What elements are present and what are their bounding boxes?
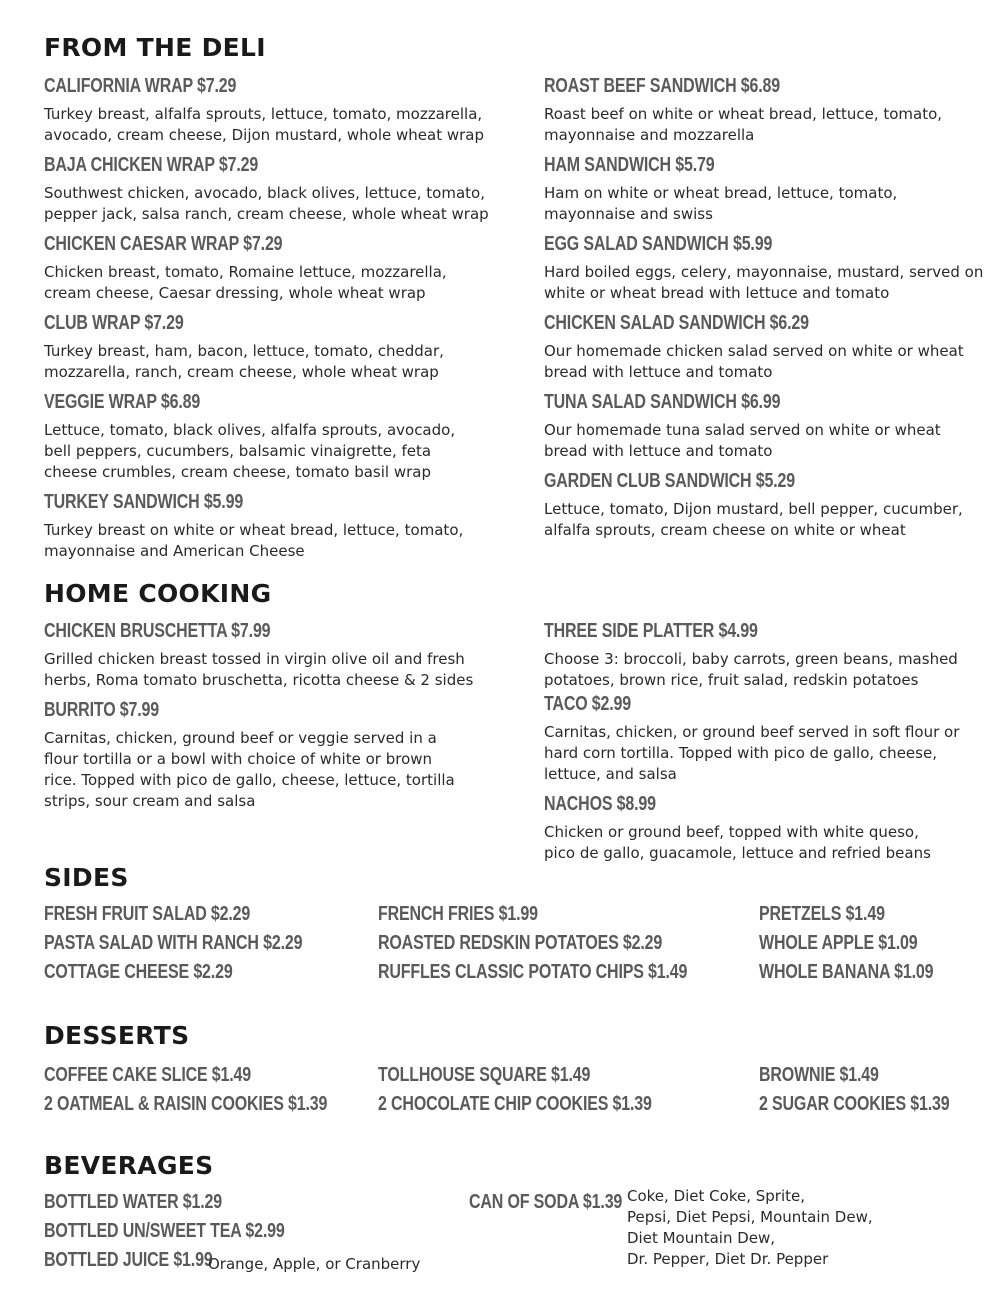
menu-item	[544, 470, 994, 541]
item-name: BURRITO $7.99	[44, 699, 159, 721]
dessert-item: 2 SUGAR COOKIES $1.39	[759, 1093, 950, 1115]
desserts-col-2	[378, 1064, 720, 1122]
item-desc: Chicken breast, tomato, Romaine lettuce, mozzarella,	[44, 263, 447, 281]
item-desc: Carnitas, chicken, ground beef or veggie served in a	[44, 729, 437, 747]
item-desc: lettuce, and salsa	[544, 765, 677, 783]
menu-item	[544, 620, 994, 691]
item-desc: pico de gallo, guacamole, lettuce and refried beans	[544, 844, 931, 862]
deli-left-column	[44, 75, 504, 562]
soda-option-line: Dr. Pepper, Diet Dr. Pepper	[627, 1250, 829, 1268]
item-desc: Southwest chicken, avocado, black olives, lettuce, tomato,	[44, 184, 485, 202]
item-name: VEGGIE WRAP $6.89	[44, 391, 201, 413]
dessert-item: TOLLHOUSE SQUARE $1.49	[378, 1064, 591, 1086]
item-desc: mayonnaise and mozzarella	[544, 126, 755, 144]
item-desc: bread with lettuce and tomato	[544, 442, 773, 460]
dessert-item: BROWNIE $1.49	[759, 1064, 879, 1086]
section-title-deli: FROM THE DELI	[44, 33, 266, 62]
side-item: PASTA SALAD WITH RANCH $2.29	[44, 932, 303, 954]
desserts-col-3	[759, 1064, 997, 1122]
item-desc: Choose 3: broccoli, baby carrots, green beans, mashed	[544, 650, 958, 668]
item-name: CALIFORNIA WRAP $7.29	[44, 75, 237, 97]
item-name: TURKEY SANDWICH $5.99	[44, 491, 244, 513]
item-desc: Our homemade tuna salad served on white or wheat	[544, 421, 941, 439]
item-desc: hard corn tortilla. Topped with pico de gallo, cheese,	[544, 744, 937, 762]
item-name: HAM SANDWICH $5.79	[544, 154, 715, 176]
item-desc: flour tortilla or a bowl with choice of white or brown	[44, 750, 433, 768]
sides-col-2	[378, 903, 765, 990]
item-name: ROAST BEEF SANDWICH $6.89	[544, 75, 781, 97]
side-item: COTTAGE CHEESE $2.29	[44, 961, 233, 983]
beverages-col-1	[44, 1191, 345, 1249]
item-desc: herbs, Roma tomato bruschetta, ricotta cheese & 2 sides	[44, 671, 474, 689]
side-item: RUFFLES CLASSIC POTATO CHIPS $1.49	[378, 961, 688, 983]
item-desc: cream cheese, Caesar dressing, whole wheat wrap	[44, 284, 426, 302]
dessert-item: 2 OATMEAL & RAISIN COOKIES $1.39	[44, 1093, 328, 1115]
item-name: GARDEN CLUB SANDWICH $5.29	[544, 470, 795, 492]
side-item: WHOLE APPLE $1.09	[759, 932, 918, 954]
side-item: FRESH FRUIT SALAD $2.29	[44, 903, 251, 925]
item-desc: Roast beef on white or wheat bread, lettuce, tomato,	[544, 105, 943, 123]
soda-options	[627, 1186, 873, 1270]
menu-item	[44, 75, 504, 146]
side-item: WHOLE BANANA $1.09	[759, 961, 934, 983]
home-right-column	[544, 620, 994, 864]
item-name: TACO $2.99	[544, 693, 632, 715]
soda-option-line: Coke, Diet Coke, Sprite,	[627, 1187, 805, 1205]
sides-col-1	[44, 903, 367, 990]
item-name: TUNA SALAD SANDWICH $6.99	[544, 391, 781, 413]
item-desc: Lettuce, tomato, black olives, alfalfa sprouts, avocado,	[44, 421, 456, 439]
item-desc: bread with lettuce and tomato	[544, 363, 773, 381]
menu-item	[544, 391, 994, 462]
menu-item	[44, 391, 504, 483]
menu-item	[544, 233, 994, 304]
menu-item	[544, 154, 994, 225]
menu-item	[544, 75, 994, 146]
home-left-column	[44, 620, 504, 812]
side-item: ROASTED REDSKIN POTATOES $2.29	[378, 932, 663, 954]
item-name: CHICKEN CAESAR WRAP $7.29	[44, 233, 283, 255]
sides-col-3	[759, 903, 977, 990]
dessert-item: 2 CHOCOLATE CHIP COOKIES $1.39	[378, 1093, 652, 1115]
item-desc: Our homemade chicken salad served on white or wheat	[544, 342, 964, 360]
item-desc: Turkey breast, alfalfa sprouts, lettuce, tomato, mozzarella,	[44, 105, 483, 123]
item-name: EGG SALAD SANDWICH $5.99	[544, 233, 773, 255]
section-title-beverages: BEVERAGES	[44, 1151, 214, 1180]
item-desc: mayonnaise and American Cheese	[44, 542, 305, 560]
beverage-item: BOTTLED JUICE $1.99	[44, 1249, 213, 1271]
desserts-col-1	[44, 1064, 398, 1122]
item-name: CLUB WRAP $7.29	[44, 312, 184, 334]
menu-item	[44, 312, 504, 383]
item-name: NACHOS $8.99	[544, 793, 656, 815]
item-desc: Turkey breast on white or wheat bread, lettuce, tomato,	[44, 521, 464, 539]
item-desc: alfalfa sprouts, cream cheese on white or wheat	[544, 521, 906, 539]
soda-option-line: Diet Mountain Dew,	[627, 1229, 776, 1247]
menu-item	[44, 154, 504, 225]
section-title-home-cooking: HOME COOKING	[44, 579, 272, 608]
menu-item	[544, 312, 994, 383]
deli-right-column	[544, 75, 994, 541]
item-name: CHICKEN BRUSCHETTA $7.99	[44, 620, 271, 642]
item-desc: white or wheat bread with lettuce and tomato	[544, 284, 890, 302]
item-desc: potatoes, brown rice, fruit salad, redskin potatoes	[544, 671, 919, 689]
side-item: FRENCH FRIES $1.99	[378, 903, 538, 925]
juice-note: Orange, Apple, or Cranberry	[208, 1255, 421, 1273]
menu-item	[44, 620, 504, 691]
beverage-item: CAN OF SODA $1.39	[469, 1191, 623, 1213]
item-name: THREE SIDE PLATTER $4.99	[544, 620, 758, 642]
item-name: BAJA CHICKEN WRAP $7.29	[44, 154, 259, 176]
item-desc: Carnitas, chicken, or ground beef served in soft flour or	[544, 723, 960, 741]
item-desc: strips, sour cream and salsa	[44, 792, 256, 810]
item-desc: Lettuce, tomato, Dijon mustard, bell pepper, cucumber,	[544, 500, 963, 518]
item-desc: pepper jack, salsa ranch, cream cheese, whole wheat wrap	[44, 205, 489, 223]
item-desc: cheese crumbles, cream cheese, tomato basil wrap	[44, 463, 431, 481]
menu-item	[544, 693, 994, 785]
dessert-item: COFFEE CAKE SLICE $1.49	[44, 1064, 252, 1086]
item-desc: Grilled chicken breast tossed in virgin olive oil and fresh	[44, 650, 465, 668]
item-desc: rice. Topped with pico de gallo, cheese, lettuce, tortilla	[44, 771, 455, 789]
item-desc: Hard boiled eggs, celery, mayonnaise, mustard, served on	[544, 263, 984, 281]
item-name: CHICKEN SALAD SANDWICH $6.29	[544, 312, 809, 334]
section-title-desserts: DESSERTS	[44, 1021, 190, 1050]
menu-item	[544, 793, 994, 864]
item-desc: Turkey breast, ham, bacon, lettuce, tomato, cheddar,	[44, 342, 444, 360]
item-desc: mayonnaise and swiss	[544, 205, 713, 223]
item-desc: mozzarella, ranch, cream cheese, whole wheat wrap	[44, 363, 439, 381]
item-desc: bell peppers, cucumbers, balsamic vinaigrette, feta	[44, 442, 432, 460]
item-desc: Chicken or ground beef, topped with white queso,	[544, 823, 919, 841]
menu-item	[44, 699, 504, 812]
menu-item	[44, 491, 504, 562]
section-title-sides: SIDES	[44, 863, 129, 892]
side-item: PRETZELS $1.49	[759, 903, 885, 925]
soda-option-line: Pepsi, Diet Pepsi, Mountain Dew,	[627, 1208, 873, 1226]
beverage-item: BOTTLED UN/SWEET TEA $2.99	[44, 1220, 285, 1242]
beverage-item: BOTTLED WATER $1.29	[44, 1191, 223, 1213]
item-desc: avocado, cream cheese, Dijon mustard, whole wheat wrap	[44, 126, 485, 144]
item-desc: Ham on white or wheat bread, lettuce, tomato,	[544, 184, 898, 202]
menu-item	[44, 233, 504, 304]
